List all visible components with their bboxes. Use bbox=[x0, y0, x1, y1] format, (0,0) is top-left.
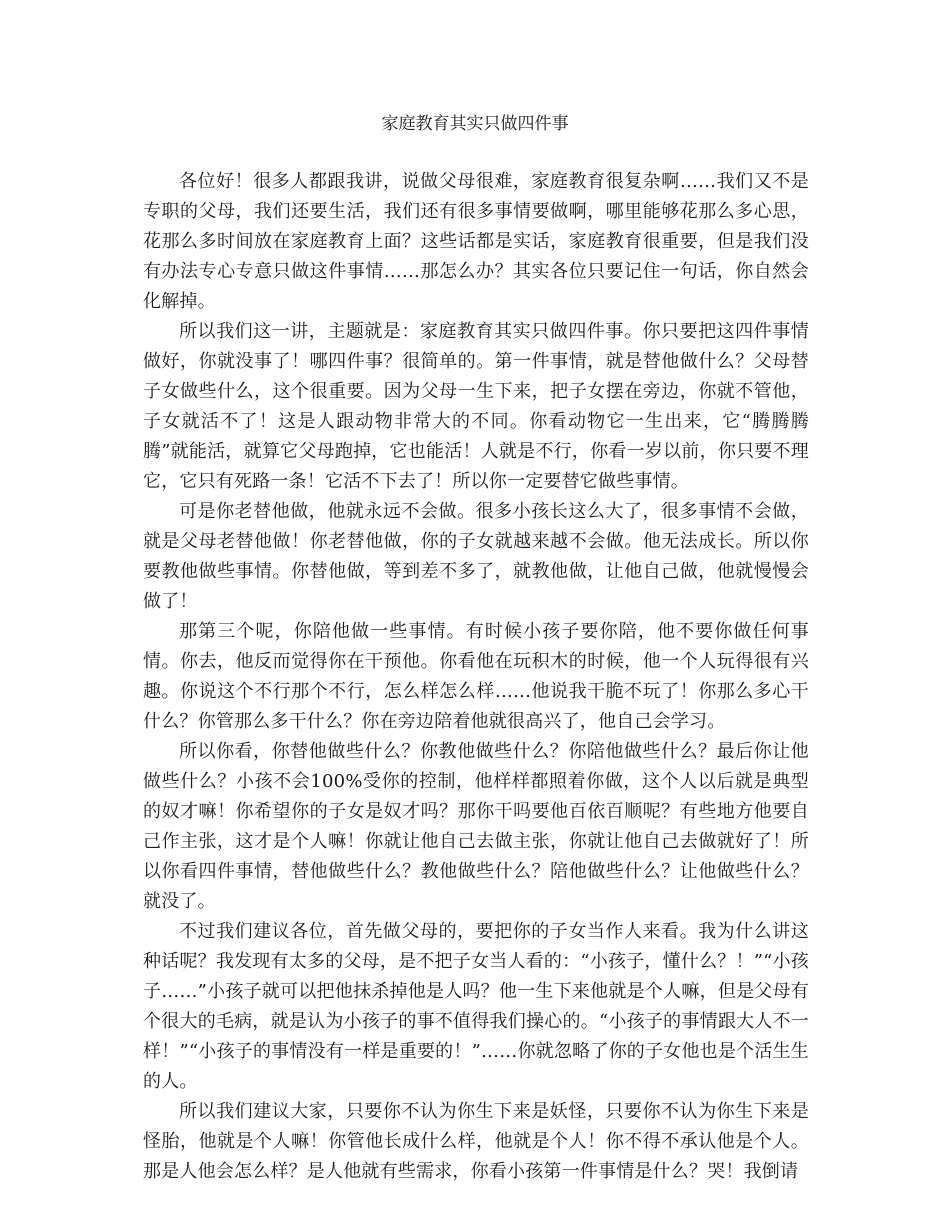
paragraph-7: 所以我们建议大家，只要你不认为你生下来是妖怪，只要你不认为你生下来是怪胎，他就是个人嘛！你管他长成什么样，他就是个人！你不得不承认他是个人。那是人他会怎么样？是人他就有些需求，你看小孩第一件事情是什么？哭！我倒请 bbox=[143, 1101, 809, 1182]
paragraph-1: 各位好！很多人都跟我讲，说做父母很难，家庭教育很复杂啊……我们又不是专职的父母，我们还要生活，我们还有很多事情要做啊，哪里能够花那么多心思，花那么多时间放在家庭教育上面？这些话都是实话，家庭教育很重要，但是我们没有办法专心专意只做这件事情……那怎么办？其实各位只要记住一句话，你自然会化解掉。 bbox=[143, 171, 809, 312]
paragraph-6: 不过我们建议各位，首先做父母的，要把你的子女当作人来看。我为什么讲这种话呢？我发现有太多的父母，是不把子女当人看的：“小孩子，懂什么？！”“小孩子……”小孩子就可以把他抹杀掉他是人吗？他一生下来他就是个人嘛，但是父母有个很大的毛病，就是认为小孩子的事不值得我们操心的。“小孩子的事情跟大人不一样！”“小孩子的事情没有一样是重要的！”……你就忽略了你的子女他也是个活生生的人。 bbox=[143, 921, 809, 1092]
document-title: 家庭教育其实只做四件事 bbox=[381, 114, 569, 134]
paragraph-4: 那第三个呢，你陪他做一些事情。有时候小孩子要你陪，他不要你做任何事情。你去，他反而觉得你在干预他。你看他在玩积木的时候，他一个人玩得很有兴趣。你说这个不行那个不行，怎么样怎么样……他说我干脆不玩了！你那么多心干什么？你管那么多干什么？你在旁边陪着他就很高兴了，他自己会学习。 bbox=[143, 621, 809, 732]
paragraph-5: 所以你看，你替他做些什么？你教他做些什么？你陪他做些什么？最后你让他做些什么？小孩不会100%受你的控制，他样样都照着你做，这个人以后就是典型的奴才嘛！你希望你的子女是奴才吗？那你干吗要他百依百顺呢？有些地方他要自己作主张，这才是个人嘛！你就让他自己去做主张，你就让他自己去做就好了！所以你看四件事情，替他做些什么？教他做些什么？陪他做些什么？让他做些什么？就没了。 bbox=[143, 741, 809, 912]
document-body bbox=[143, 167, 809, 1187]
paragraph-2: 所以我们这一讲，主题就是：家庭教育其实只做四件事。你只要把这四件事情做好，你就没事了！哪四件事？很简单的。第一件事情，就是替他做什么？父母替子女做些什么，这个很重要。因为父母一生下来，把子女摆在旁边，你就不管他，子女就活不了！这是人跟动物非常大的不同。你看动物它一生出来，它“腾腾腾腾”就能活，就算它父母跑掉，它也能活！人就是不行，你看一岁以前，你只要不理它，它只有死路一条！它活不下去了！所以你一定要替它做些事情。 bbox=[143, 321, 809, 492]
paragraph-3: 可是你老替他做，他就永远不会做。很多小孩长这么大了，很多事情不会做，就是父母老替他做！你老替他做，你的子女就越来越不会做。他无法成长。所以你要教他做些事情。你替他做，等到差不多了，就教他做，让他自己做，他就慢慢会做了！ bbox=[143, 501, 809, 612]
